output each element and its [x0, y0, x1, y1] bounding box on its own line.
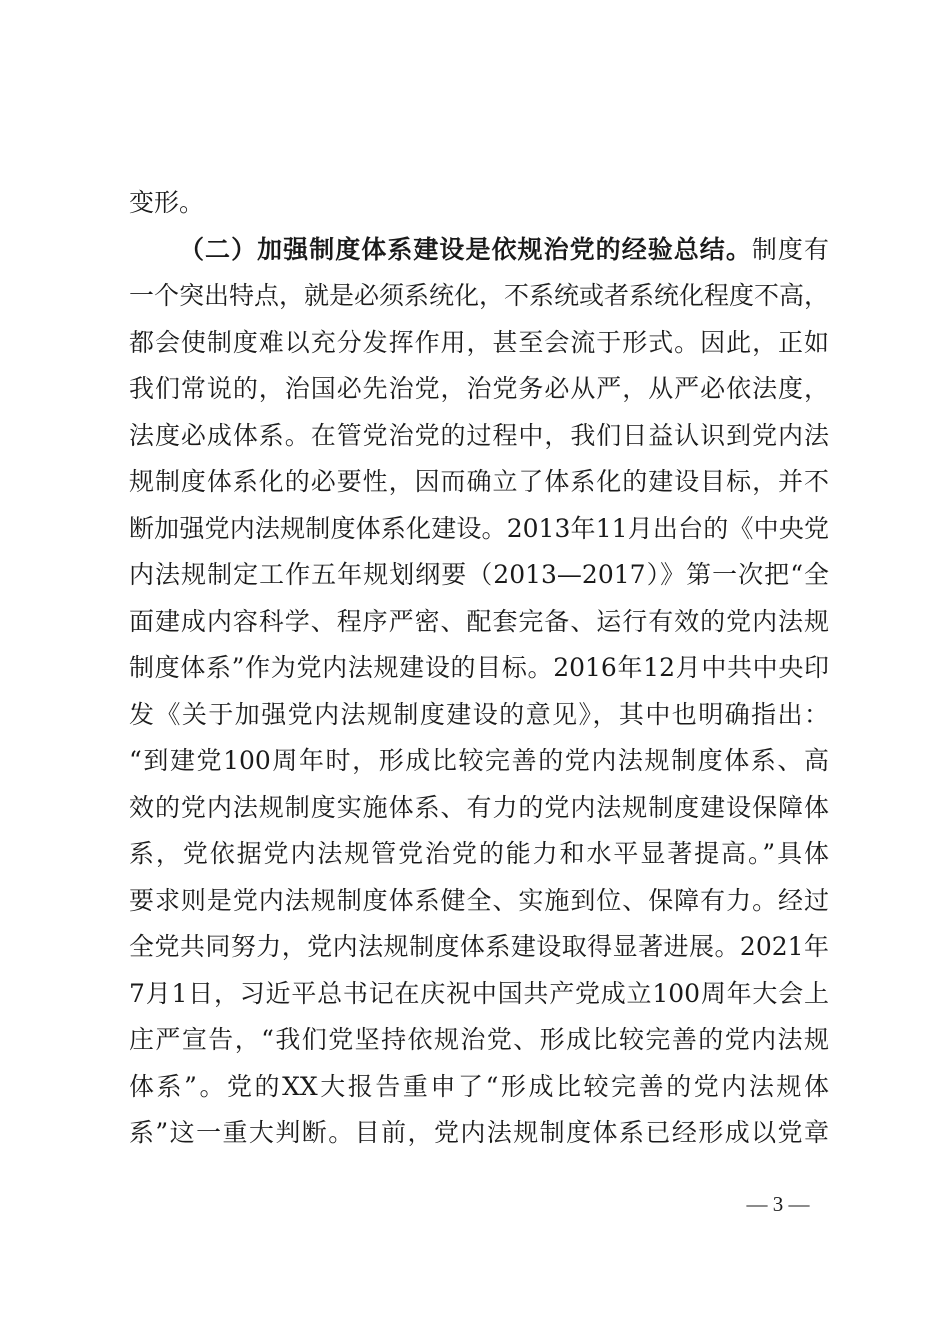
- text-line: 断加强党内法规制度体系化建设。2013年11月出台的《中央党: [129, 513, 829, 543]
- text-line: 全党共同努力，党内法规制度体系建设取得显著进展。2021年: [129, 932, 829, 961]
- text-line: 效的党内法规制度实施体系、有力的党内法规制度建设保障体: [129, 792, 829, 822]
- text-line: “到建党100周年时，形成比较完善的党内法规制度体系、高: [129, 746, 829, 775]
- text-line: 我们常说的，治国必先治党，治党务必从严，从严必依法度，: [129, 374, 829, 403]
- text-line: 内法规制定工作五年规划纲要（2013—2017）》第一次把“全: [129, 560, 829, 589]
- section-heading-line: [129, 227, 829, 274]
- text-line: 变形。: [129, 188, 205, 217]
- section-heading-tail: 制度有: [751, 234, 829, 264]
- body-text: [129, 180, 829, 1157]
- text-line: 一个突出特点，就是必须系统化，不系统或者系统化程度不高，: [129, 281, 830, 310]
- text-line: 要求则是党内法规制度体系健全、实施到位、保障有力。经过: [129, 885, 829, 915]
- text-line: 面建成内容科学、程序严密、配套完备、运行有效的党内法规: [129, 606, 829, 636]
- text-line: 发《关于加强党内法规制度建设的意见》，其中也明确指出：: [129, 699, 829, 729]
- text-line: 7月1日，习近平总书记在庆祝中国共产党成立100周年大会上: [129, 978, 829, 1008]
- text-line: 制度体系”作为党内法规建设的目标。2016年12月中共中央印: [129, 653, 829, 682]
- text-line: 都会使制度难以充分发挥作用，甚至会流于形式。因此，正如: [129, 327, 829, 357]
- text-line: 庄严宣告，“我们党坚持依规治党、形成比较完善的党内法规: [129, 1025, 829, 1054]
- text-line: 系，党依据党内法规管党治党的能力和水平显著提高。”具体: [129, 839, 829, 868]
- text-line: 法度必成体系。在管党治党的过程中，我们日益认识到党内法: [129, 420, 829, 450]
- page-number: — 3 —: [746, 1192, 810, 1216]
- text-line: 规制度体系化的必要性，因而确立了体系化的建设目标，并不: [129, 467, 829, 496]
- text-line: 体系”。党的XX大报告重申了“形成比较完善的党内法规体: [129, 1071, 829, 1101]
- section-heading: （二）加强制度体系建设是依规治党的经验总结。: [179, 234, 752, 264]
- text-line: 系”这一重大判断。目前，党内法规制度体系已经形成以党章: [129, 1118, 829, 1147]
